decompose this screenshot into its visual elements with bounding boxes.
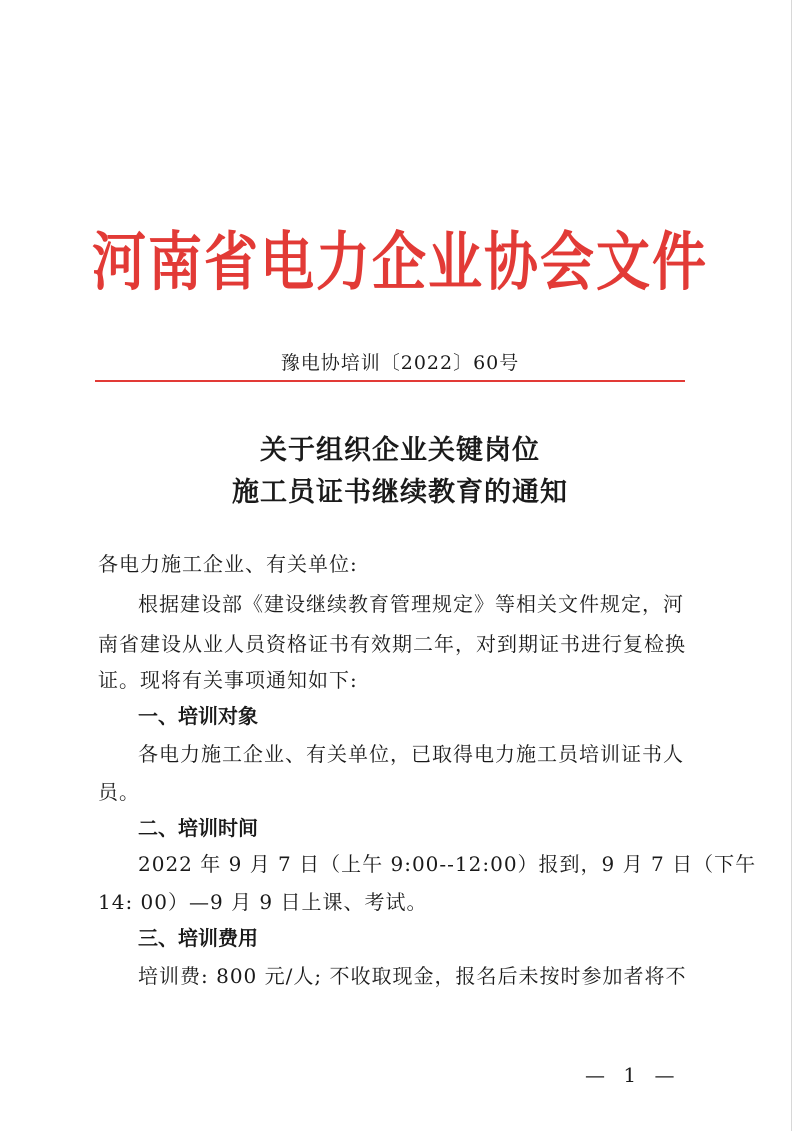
red-divider-line	[95, 380, 685, 382]
section-1-line-2: 员。	[98, 780, 140, 804]
addressee: 各电力施工企业、有关单位:	[98, 552, 358, 576]
section-heading-2: 二、培训时间	[138, 816, 258, 840]
scan-edge-line	[791, 0, 792, 1131]
notice-title-line-1: 关于组织企业关键岗位	[260, 435, 540, 466]
section-3-line-1: 培训费: 800 元/人; 不收取现金，报名后未按时参加者将不	[138, 964, 687, 988]
section-2-line-1: 2022 年 9 月 7 日（上午 9:00--12:00）报到，9 月 7 日（下午	[138, 852, 757, 876]
section-heading-1: 一、培训对象	[138, 704, 258, 728]
section-1-line-1: 各电力施工企业、有关单位，已取得电力施工员培训证书人	[138, 742, 684, 766]
intro-line-1: 根据建设部《建设继续教育管理规定》等相关文件规定，河	[138, 592, 684, 616]
org-header-title: 河南省电力企业协会文件	[92, 223, 708, 300]
intro-line-2: 南省建设从业人员资格证书有效期二年，对到期证书进行复检换	[98, 632, 686, 656]
section-heading-3: 三、培训费用	[138, 926, 258, 950]
page-number: — 1 —	[585, 1063, 681, 1087]
document-number: 豫电协培训〔2022〕60号	[280, 352, 520, 374]
notice-title-line-2: 施工员证书继续教育的通知	[232, 477, 568, 508]
section-2-line-2: 14: 00）—9 月 9 日上课、考试。	[98, 890, 428, 914]
intro-line-3: 证。现将有关事项通知如下:	[98, 668, 358, 692]
